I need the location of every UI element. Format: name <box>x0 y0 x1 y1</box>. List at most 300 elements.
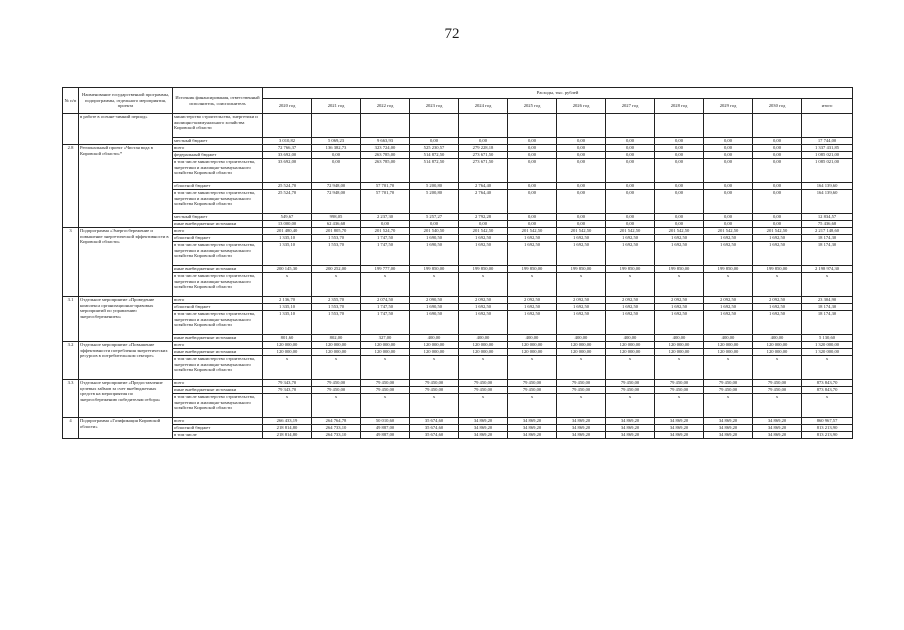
funding-source: всего <box>173 297 263 304</box>
table-row <box>63 145 853 152</box>
amount-cell: x <box>508 394 557 418</box>
amount-cell: 0,00 <box>508 159 557 183</box>
amount-cell: 79 450,00 <box>557 387 606 394</box>
amount-cell: 1 690,50 <box>410 311 459 335</box>
amount-total: 1 320 000,00 <box>802 349 853 356</box>
amount-cell: 120 000,00 <box>410 349 459 356</box>
table-row <box>63 159 853 183</box>
amount-cell: 79 450,00 <box>557 380 606 387</box>
amount-cell: 0,00 <box>557 221 606 228</box>
amount-cell: 263 785,00 <box>361 152 410 159</box>
amount-cell: 1 747,50 <box>361 311 410 335</box>
amount-cell: 218 814,80 <box>263 425 312 432</box>
funding-source: в том числе министерство строительства, энергетики и жилищно-коммунального хозяйства Кировской области <box>173 356 263 380</box>
amount-cell: 1 692,50 <box>557 235 606 242</box>
amount-cell: 34 869,20 <box>508 425 557 432</box>
amount-cell: 0,00 <box>655 145 704 152</box>
funding-source: всего <box>173 380 263 387</box>
funding-source: иные внебюджетные источники <box>173 387 263 394</box>
amount-total: 1 085 021,00 <box>802 159 853 183</box>
amount-cell: 0,00 <box>606 152 655 159</box>
amount-cell: 120 000,00 <box>361 342 410 349</box>
amount-total: x <box>802 273 853 297</box>
amount-cell: 1 335,10 <box>263 235 312 242</box>
table-row <box>63 228 853 235</box>
amount-cell: 120 000,00 <box>557 349 606 356</box>
funding-source: иные внебюджетные источники <box>173 221 263 228</box>
amount-cell: 13 000,00 <box>263 221 312 228</box>
amount-total: 12 834,57 <box>802 214 853 221</box>
program-name: Отдельное мероприятие «Повышение эффективности потребления энергетических ресурсов в потребительском секторе» <box>79 342 173 380</box>
amount-cell: x <box>312 356 361 380</box>
amount-cell: 120 000,00 <box>704 349 753 356</box>
header-year: 2020 год <box>263 99 312 114</box>
amount-cell: 0,00 <box>508 145 557 152</box>
amount-cell: 201 480,40 <box>263 228 312 235</box>
table-row <box>63 221 853 228</box>
amount-cell: 1 692,50 <box>508 304 557 311</box>
table-row <box>63 273 853 297</box>
table-row <box>63 380 853 387</box>
row-number: 3.2 <box>63 342 79 380</box>
funding-source: всего <box>173 418 263 425</box>
amount-cell: x <box>508 273 557 297</box>
amount-cell: x <box>410 394 459 418</box>
amount-cell: 1 692,50 <box>655 235 704 242</box>
funding-source: министерство строительства, энергетики и жилищно-коммунального хозяйства Кировской области <box>173 114 263 138</box>
amount-cell: 0,00 <box>606 221 655 228</box>
amount-cell: 120 000,00 <box>655 349 704 356</box>
amount-cell: 0,00 <box>410 138 459 145</box>
amount-cell: 1 747,50 <box>361 304 410 311</box>
amount-cell: 0,00 <box>704 190 753 214</box>
amount-total: 18 174,30 <box>802 242 853 266</box>
amount-cell: 400,00 <box>508 335 557 342</box>
amount-cell: 0,00 <box>753 221 802 228</box>
amount-cell: 33 692,00 <box>263 159 312 183</box>
amount-total: 23 304,90 <box>802 297 853 304</box>
amount-cell: 199 850,00 <box>459 266 508 273</box>
amount-cell <box>459 114 508 138</box>
amount-cell: 49 887,00 <box>361 432 410 439</box>
amount-cell: 201 542,50 <box>655 228 704 235</box>
amount-cell: 1 553,70 <box>312 304 361 311</box>
amount-cell: 2 792,28 <box>459 214 508 221</box>
amount-cell: 0,00 <box>704 145 753 152</box>
amount-total: 873 843,70 <box>802 387 853 394</box>
amount-cell: 5 069,23 <box>312 138 361 145</box>
amount-cell: 120 000,00 <box>557 342 606 349</box>
amount-cell: 120 000,00 <box>753 342 802 349</box>
amount-total: 5 130,60 <box>802 335 853 342</box>
amount-cell: 120 000,00 <box>704 342 753 349</box>
amount-cell: 1 553,70 <box>312 311 361 335</box>
amount-cell: 327,00 <box>361 335 410 342</box>
table-row <box>63 418 853 425</box>
amount-cell: x <box>753 356 802 380</box>
amount-cell: 79 450,00 <box>312 387 361 394</box>
funding-source: федеральный бюджет <box>173 152 263 159</box>
amount-cell: 199 850,00 <box>557 266 606 273</box>
amount-cell: 0,00 <box>753 145 802 152</box>
amount-cell: 1 747,50 <box>361 242 410 266</box>
header-year: 2021 год <box>312 99 361 114</box>
amount-cell: 5 200,80 <box>410 183 459 190</box>
amount-cell: 199 850,00 <box>410 266 459 273</box>
table-body <box>63 114 853 439</box>
table-row <box>63 387 853 394</box>
amount-cell: x <box>508 356 557 380</box>
amount-cell: 273 671,50 <box>459 159 508 183</box>
amount-cell: 0,00 <box>508 152 557 159</box>
amount-cell: x <box>704 394 753 418</box>
amount-cell: x <box>459 356 508 380</box>
amount-cell: 1 692,50 <box>508 311 557 335</box>
amount-cell: x <box>263 394 312 418</box>
row-number: 3.1 <box>63 297 79 342</box>
amount-cell: 34 869,20 <box>655 432 704 439</box>
amount-cell: 0,00 <box>459 138 508 145</box>
funding-source: в том числе министерство строительства, энергетики и жилищно-коммунального хозяйства Кировской области <box>173 159 263 183</box>
amount-cell: 34 869,20 <box>508 418 557 425</box>
amount-cell: 2 090,50 <box>410 297 459 304</box>
amount-cell: x <box>263 273 312 297</box>
amount-cell: 199 850,00 <box>753 266 802 273</box>
amount-cell: 0,00 <box>557 159 606 183</box>
amount-cell: 2 092,50 <box>753 297 802 304</box>
amount-cell: 79 450,00 <box>312 380 361 387</box>
amount-cell <box>704 114 753 138</box>
amount-cell: 34 869,20 <box>459 432 508 439</box>
amount-cell: 998,05 <box>312 214 361 221</box>
amount-cell: 400,00 <box>459 335 508 342</box>
funding-source: областной бюджет <box>173 304 263 311</box>
amount-cell: 1 692,50 <box>704 242 753 266</box>
amount-total: x <box>802 394 853 418</box>
amount-total: 18 174,30 <box>802 304 853 311</box>
amount-cell: 2 764,40 <box>459 183 508 190</box>
amount-cell: 34 869,20 <box>508 432 557 439</box>
amount-cell: 1 692,50 <box>459 311 508 335</box>
amount-cell: 2 092,50 <box>459 297 508 304</box>
amount-cell: 1 692,50 <box>704 311 753 335</box>
funding-source: в том числе министерство строительства, энергетики и жилищно-коммунального хозяйства Кировской области <box>173 311 263 335</box>
amount-cell: 0,00 <box>557 214 606 221</box>
amount-cell: 35 674,60 <box>410 425 459 432</box>
amount-cell: 79 450,00 <box>753 387 802 394</box>
table-row <box>63 266 853 273</box>
amount-cell: 0,00 <box>753 138 802 145</box>
amount-cell: 0,00 <box>655 190 704 214</box>
amount-cell: 0,00 <box>704 221 753 228</box>
amount-cell: 79 450,00 <box>508 380 557 387</box>
amount-total: 1 337 431,85 <box>802 145 853 152</box>
amount-total: 813 213,90 <box>802 432 853 439</box>
amount-cell: 34 869,20 <box>606 418 655 425</box>
amount-cell: 200 252,00 <box>312 266 361 273</box>
amount-cell: 1 747,50 <box>361 235 410 242</box>
table-row <box>63 152 853 159</box>
amount-cell: 514 872,50 <box>410 152 459 159</box>
amount-cell: 201 542,50 <box>753 228 802 235</box>
amount-cell: 0,00 <box>606 214 655 221</box>
table-header <box>63 88 853 114</box>
amount-cell: 0,00 <box>704 214 753 221</box>
amount-cell: 273 671,50 <box>459 152 508 159</box>
amount-cell: x <box>704 273 753 297</box>
amount-total: 17 744,00 <box>802 138 853 145</box>
header-year: 2022 год <box>361 99 410 114</box>
table-row <box>63 311 853 335</box>
amount-cell: 2 237,30 <box>361 214 410 221</box>
amount-cell: 79 450,00 <box>704 380 753 387</box>
funding-source: всего <box>173 145 263 152</box>
row-number: 4 <box>63 418 79 439</box>
amount-cell: 0,00 <box>655 183 704 190</box>
header-number: № п/п <box>63 88 79 114</box>
amount-cell: 0,00 <box>312 159 361 183</box>
amount-cell: 79 343,70 <box>263 387 312 394</box>
table-row <box>63 297 853 304</box>
amount-cell: x <box>263 356 312 380</box>
header-year: 2028 год <box>655 99 704 114</box>
amount-cell: 263 785,00 <box>361 159 410 183</box>
amount-cell: 0,00 <box>753 159 802 183</box>
amount-total: 2 217 148,60 <box>802 228 853 235</box>
amount-cell: 34 869,20 <box>606 432 655 439</box>
amount-cell: 120 000,00 <box>606 342 655 349</box>
amount-cell: x <box>459 273 508 297</box>
amount-cell: 0,00 <box>508 138 557 145</box>
table-row <box>63 349 853 356</box>
amount-cell: 0,00 <box>655 152 704 159</box>
amount-cell: 120 000,00 <box>655 342 704 349</box>
amount-cell: 33 692,00 <box>263 152 312 159</box>
amount-cell: 201 542,50 <box>508 228 557 235</box>
amount-cell: 1 692,50 <box>704 235 753 242</box>
amount-total <box>802 114 853 138</box>
funding-source: иные внебюджетные источники <box>173 335 263 342</box>
amount-cell: 264 733,10 <box>312 425 361 432</box>
amount-cell: 120 000,00 <box>508 349 557 356</box>
funding-source: местный бюджет <box>173 138 263 145</box>
amount-cell: 1 692,50 <box>753 311 802 335</box>
table-row <box>63 335 853 342</box>
amount-cell: 201 542,50 <box>557 228 606 235</box>
amount-cell: 0,00 <box>508 183 557 190</box>
amount-cell <box>655 114 704 138</box>
amount-cell <box>361 114 410 138</box>
amount-cell: 2 136,70 <box>263 297 312 304</box>
amount-cell: 120 000,00 <box>263 349 312 356</box>
amount-total: 1 085 021,00 <box>802 152 853 159</box>
amount-cell <box>312 114 361 138</box>
amount-cell: 264 733,10 <box>312 432 361 439</box>
amount-cell: x <box>361 394 410 418</box>
amount-cell: x <box>557 356 606 380</box>
amount-cell: 323 724,00 <box>361 145 410 152</box>
amount-cell: 79 450,00 <box>508 387 557 394</box>
amount-cell: 57 701,70 <box>361 183 410 190</box>
amount-cell: 1 692,50 <box>459 304 508 311</box>
amount-cell: 5 200,80 <box>410 190 459 214</box>
amount-cell: x <box>312 394 361 418</box>
amount-cell: 34 869,20 <box>459 425 508 432</box>
amount-cell: 1 335,10 <box>263 304 312 311</box>
amount-cell: 1 692,50 <box>557 242 606 266</box>
amount-cell: 0,00 <box>557 183 606 190</box>
amount-cell: 400,00 <box>704 335 753 342</box>
amount-cell: 0,00 <box>704 138 753 145</box>
amount-cell: x <box>459 394 508 418</box>
amount-cell: x <box>655 394 704 418</box>
amount-total: 2 198 974,30 <box>802 266 853 273</box>
amount-cell: 120 000,00 <box>410 342 459 349</box>
amount-cell: 79 450,00 <box>655 380 704 387</box>
funding-table-container <box>62 87 852 439</box>
amount-cell: x <box>606 394 655 418</box>
amount-cell <box>606 114 655 138</box>
amount-cell: 34 869,20 <box>459 418 508 425</box>
amount-cell: 400,00 <box>606 335 655 342</box>
amount-cell: 1 692,50 <box>459 235 508 242</box>
table-row <box>63 183 853 190</box>
amount-total: x <box>802 356 853 380</box>
amount-cell: 0,00 <box>704 183 753 190</box>
amount-cell: 1 690,50 <box>410 304 459 311</box>
amount-cell: 120 000,00 <box>312 349 361 356</box>
program-name: Отдельное мероприятие «Проведение комплекса организационно-правовых мероприятий по управлению энергосбережением» <box>79 297 173 342</box>
amount-cell: 0,00 <box>655 138 704 145</box>
amount-cell: 79 450,00 <box>459 380 508 387</box>
header-year: 2026 год <box>557 99 606 114</box>
amount-cell: 199 850,00 <box>655 266 704 273</box>
amount-cell: 802,00 <box>312 335 361 342</box>
table-row <box>63 394 853 418</box>
amount-cell: 0,00 <box>704 152 753 159</box>
amount-cell: x <box>361 273 410 297</box>
amount-cell: 200 145,30 <box>263 266 312 273</box>
amount-cell <box>263 114 312 138</box>
amount-cell: 1 692,50 <box>508 242 557 266</box>
amount-cell: 0,00 <box>753 152 802 159</box>
amount-total: 1 320 000,00 <box>802 342 853 349</box>
amount-cell: 0,00 <box>557 152 606 159</box>
amount-cell: 1 692,50 <box>606 235 655 242</box>
amount-total: 18 174,30 <box>802 235 853 242</box>
amount-cell: 400,00 <box>557 335 606 342</box>
amount-cell: 0,00 <box>459 221 508 228</box>
amount-cell: x <box>753 273 802 297</box>
amount-cell: 0,00 <box>655 221 704 228</box>
amount-cell: 120 000,00 <box>753 349 802 356</box>
amount-cell: 120 000,00 <box>312 342 361 349</box>
header-year: итого <box>802 99 853 114</box>
amount-cell: 35 674,60 <box>410 418 459 425</box>
funding-source: областной бюджет <box>173 235 263 242</box>
amount-cell: 1 553,70 <box>312 235 361 242</box>
header-year: 2025 год <box>508 99 557 114</box>
table-row <box>63 356 853 380</box>
table-row <box>63 425 853 432</box>
amount-cell: 1 692,50 <box>753 235 802 242</box>
amount-cell: x <box>606 356 655 380</box>
amount-cell: 9 663,93 <box>361 138 410 145</box>
amount-cell: 0,00 <box>557 190 606 214</box>
amount-cell: 201 524,70 <box>361 228 410 235</box>
amount-cell: x <box>312 273 361 297</box>
funding-source: областной бюджет <box>173 425 263 432</box>
amount-cell: x <box>557 394 606 418</box>
amount-cell: 25 524,70 <box>263 183 312 190</box>
amount-cell: 201 542,50 <box>459 228 508 235</box>
amount-cell: 79 450,00 <box>753 380 802 387</box>
table-row <box>63 242 853 266</box>
header-year: 2030 год <box>753 99 802 114</box>
amount-cell: 0,00 <box>606 183 655 190</box>
amount-cell: 1 335,10 <box>263 311 312 335</box>
row-number <box>63 114 79 145</box>
amount-cell: 79 450,00 <box>606 380 655 387</box>
amount-cell: 3 010,82 <box>263 138 312 145</box>
amount-cell: 79 450,00 <box>655 387 704 394</box>
amount-cell: 1 690,50 <box>410 235 459 242</box>
amount-cell: 0,00 <box>361 221 410 228</box>
amount-total: 164 139,60 <box>802 190 853 214</box>
table-row <box>63 138 853 145</box>
table-row <box>63 342 853 349</box>
amount-cell: 34 869,20 <box>704 425 753 432</box>
amount-cell: 34 869,20 <box>606 425 655 432</box>
row-number: 3 <box>63 228 79 297</box>
amount-cell: 2 092,50 <box>508 297 557 304</box>
amount-cell: 120 000,00 <box>263 342 312 349</box>
amount-cell: 0,00 <box>606 138 655 145</box>
program-name: в работе в осенне-зимний период» <box>79 114 173 145</box>
amount-cell: 50 010,60 <box>361 418 410 425</box>
program-name: Подпрограмма «Энергосбережение и повышение энергетической эффективности в Кировской области» <box>79 228 173 297</box>
amount-cell: 0,00 <box>557 138 606 145</box>
amount-cell: 79 450,00 <box>361 380 410 387</box>
amount-cell: 400,00 <box>753 335 802 342</box>
funding-source: всего <box>173 228 263 235</box>
header-expenses: Расходы, тыс. рублей <box>263 88 853 99</box>
amount-cell: 1 692,50 <box>606 311 655 335</box>
amount-total: 873 843,70 <box>802 380 853 387</box>
amount-cell: 34 869,20 <box>655 425 704 432</box>
header-source: Источник финансирования, ответственный исполнитель, соисполнитель <box>173 88 263 114</box>
funding-source: в том числе министерство строительства, энергетики и жилищно-коммунального хозяйства Кировской области <box>173 242 263 266</box>
amount-cell: 1 692,50 <box>557 311 606 335</box>
amount-cell: 549,67 <box>263 214 312 221</box>
amount-cell: x <box>410 273 459 297</box>
amount-cell: 199 850,00 <box>606 266 655 273</box>
amount-cell: 79 450,00 <box>410 387 459 394</box>
amount-cell: x <box>410 356 459 380</box>
amount-cell: 35 674,60 <box>410 432 459 439</box>
row-number: 2.8 <box>63 145 79 228</box>
amount-cell: 79 450,00 <box>704 387 753 394</box>
program-name: Отдельное мероприятие «Предоставление целевых займов за счет внебюджетных средств на мероприятия по энергосбережению победителям отбора» <box>79 380 173 418</box>
amount-cell: 2 092,50 <box>655 297 704 304</box>
amount-cell: 199 850,00 <box>508 266 557 273</box>
amount-cell: 2 355,70 <box>312 297 361 304</box>
amount-cell: x <box>753 394 802 418</box>
amount-cell: 201 542,50 <box>704 228 753 235</box>
amount-cell: 5 257,27 <box>410 214 459 221</box>
table-row <box>63 214 853 221</box>
funding-source: в том числе <box>173 432 263 439</box>
